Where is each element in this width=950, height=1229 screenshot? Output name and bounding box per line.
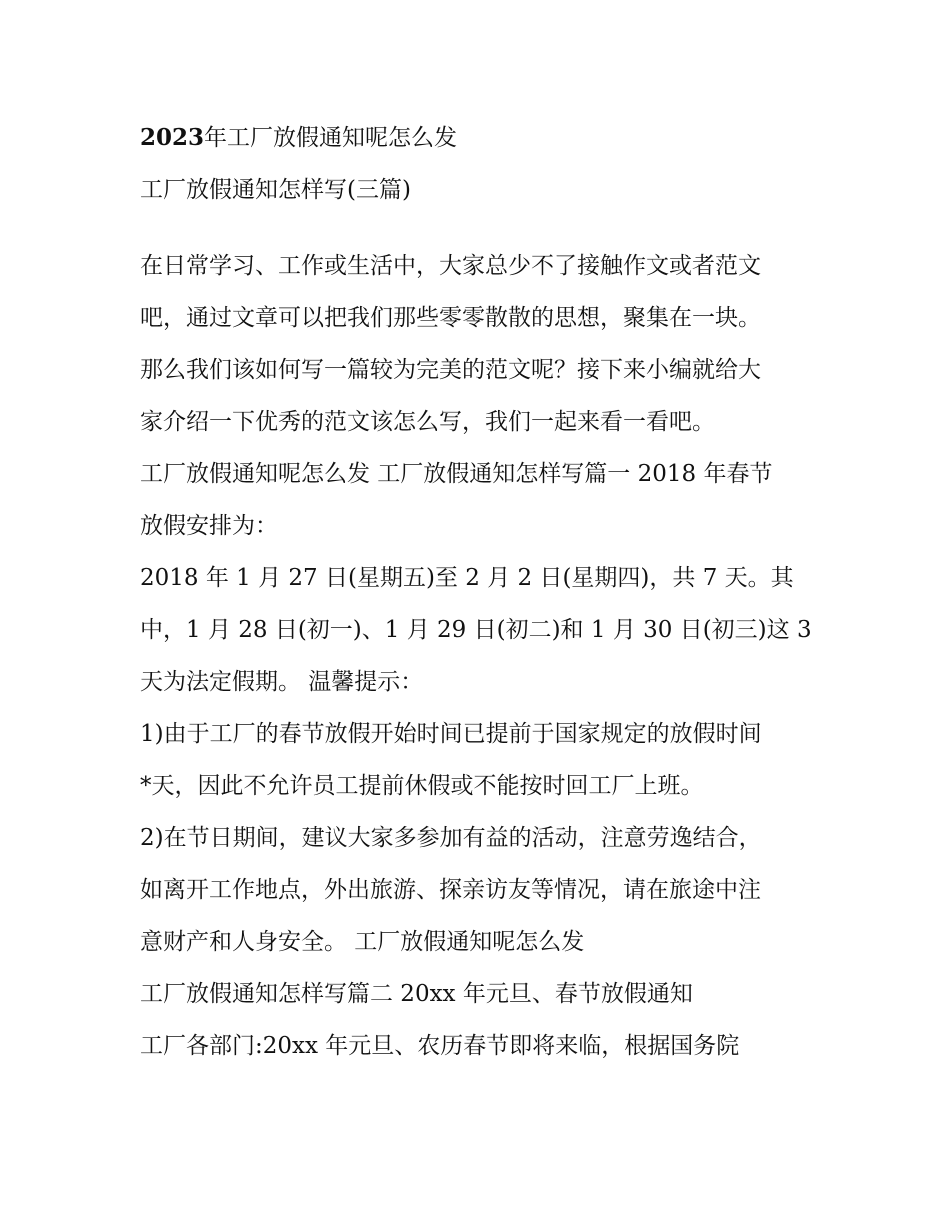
text-line: 2018 年 1 月 27 日(星期五)至 2 月 2 日(星期四)，共 7 天。其: [140, 565, 794, 591]
text-line: 工厂放假通知怎样写篇二 20xx 年元旦、春节放假通知: [140, 981, 693, 1007]
text-line: 2)在节日期间，建议大家多参加有益的活动，注意劳逸结合，: [140, 825, 762, 851]
text-line: 中，1 月 28 日(初一)、1 月 29 日(初二)和 1 月 30 日(初三)这 3: [140, 617, 812, 643]
title-line-1-text: 年工厂放假通知呢怎么发: [204, 125, 458, 151]
text-line: 意财产和人身安全。 工厂放假通知呢怎么发: [140, 929, 585, 955]
text-line: 工厂放假通知呢怎么发 工厂放假通知怎样写篇一 2018 年春节: [140, 461, 773, 487]
text-line: *天，因此不允许员工提前休假或不能按时回工厂上班。: [140, 773, 704, 799]
text-line: 工厂各部门:20xx 年元旦、农历春节即将来临，根据国务院: [140, 1033, 740, 1059]
text-line: 放假安排为：: [140, 513, 278, 539]
text-line: 家介绍一下优秀的范文该怎么写，我们一起来看一看吧。: [140, 409, 715, 435]
document-page: [140, 112, 820, 1072]
text-line: 天为法定假期。 温馨提示：: [140, 669, 424, 695]
title-line-1: [140, 112, 820, 164]
title-year: 2023: [140, 124, 205, 151]
text-line: 如离开工作地点，外出旅游、探亲访友等情况，请在旅途中注: [140, 877, 761, 903]
text-line: 1)由于工厂的春节放假开始时间已提前于国家规定的放假时间: [140, 721, 762, 747]
text-line: 吧，通过文章可以把我们那些零零散散的思想，聚集在一块。: [140, 305, 761, 331]
title-line-2: 工厂放假通知怎样写(三篇): [140, 177, 411, 203]
document-body: [140, 240, 820, 1072]
document-title: [140, 112, 820, 216]
text-line: 在日常学习、工作或生活中，大家总少不了接触作文或者范文: [140, 253, 761, 279]
text-line: 那么我们该如何写一篇较为完美的范文呢？接下来小编就给大: [140, 357, 761, 383]
